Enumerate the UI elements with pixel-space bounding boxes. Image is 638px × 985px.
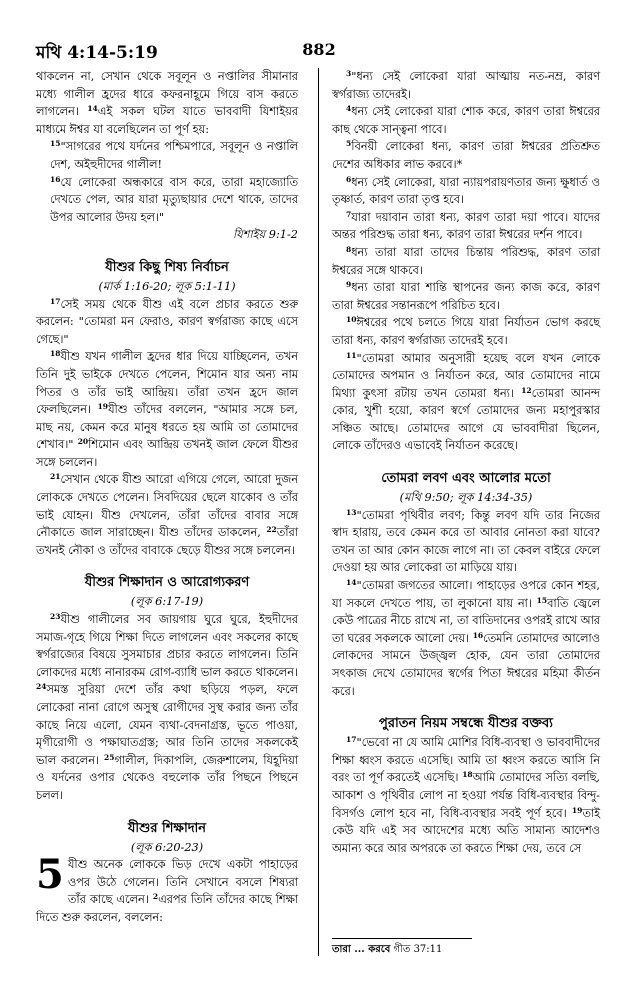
verse-text: এই সকল ঘটল যাতে ভাববাদী যিশাইয়র মাধ্যমে ঈশ্বর যা বলেছিলেন তা পূর্ণ হয়: xyxy=(36,105,299,136)
verse-number: 14 xyxy=(346,578,357,588)
footnote xyxy=(332,942,442,959)
verse-text: তাঁরা তখনই নৌকা ও তাঁদের বাবাকে ছেড়ে যীশুর সঙ্গে চললেন। xyxy=(36,526,298,557)
verse-text: "সাগরের পথে যর্দনের পশ্চিমপারে, সবূলূন ও নপ্তালি দেশ, অইহুদীদের গালীল! xyxy=(50,140,298,171)
verse-text: যারা দয়াবান তারা ধন্য, কারণ তারা দয়া পাবে। যাদের অন্তর পরিশুদ্ধ তারা ধন্য, কারণ তারা ঈশ্বরের দর্শন পাবে। xyxy=(332,210,600,242)
paragraph xyxy=(36,348,298,471)
chapter-number-dropcap: 5 xyxy=(36,851,64,899)
verse-text: ঈশ্বরের পথে চলতে গিয়ে যারা নির্যাতন ভোগ করছে তারা ধন্য, কারণ স্বর্গরাজ্য তাদেরই হবে। xyxy=(332,316,600,347)
verse-text: যে লোকেরা অন্ধকারে বাস করে, তারা মহাজ্যোতি দেখতে পেল, আর যারা মৃত্যুছায়ার দেশে থাকে, তাদের উপর আলোর উদয় হল।" xyxy=(50,175,298,224)
right-column xyxy=(332,68,600,857)
verse-text: থাকলেন না, সেখান থেকে সবূলূন ও নপ্তালির সীমানার মধ্যে গালীল হ্রদের ধারে কফরনাহূমে গিয়ে বাস করতে লাগলেন। xyxy=(36,70,298,119)
verse-text: যীশু গালীলের সব জায়গায় ঘুরে ঘুরে, ইহুদীদের সমাজ-গৃহে গিয়ে শিক্ষা দিতে লাগলেন এবং সকলের কাছে স্বর্গরাজ্যের বিষয়ে সুসমাচার প্রচার করতে লাগলেন। তিনি লোকদের মধ্যে নানারকম রোগ-ব্যাধি ভাল করতে থাকলেন। xyxy=(36,613,298,679)
verse-number: 22 xyxy=(266,525,277,535)
verse-text: তোমরা আনন্দ কোর, খুশী হয়ো, কারণ স্বর্গে তোমাদের জন্য মহাপুরস্কার সঞ্চিত আছে। তোমাদের আগে যে ভাববাদীরা ছিলেন, লোকে তাঁদেরও এভাবেই নির্যাতন করেছে। xyxy=(332,386,600,453)
cross-reference: (লূক 6:20-23) xyxy=(130,840,204,854)
verse xyxy=(332,103,600,138)
verse-number: 2 xyxy=(152,892,159,902)
verse-text: সেই সময় থেকে যীশু এই বলে প্রচার করতে শুরু করলেন: "তোমরা মন ফেরাও, কারণ স্বর্গরাজ্য কাছে এসে গেছে।" xyxy=(36,297,298,346)
verse-text: ধন্য তারা যারা তাদের চিন্তায় পরিশুদ্ধ, কারণ তারা ঈশ্বরের সঙ্গে থাকবে। xyxy=(332,245,600,277)
verse-text: "ধন্য সেই লোকেরা যারা আত্মায় নত-নম্র, কারণ স্বর্গরাজ্য তাদেরই। xyxy=(332,70,600,101)
section-heading: যীশুর কিছু শিষ্য নির্বাচন xyxy=(105,259,229,275)
verse-number: 21 xyxy=(50,472,61,482)
verse-text: তেমনি তোমাদের আলোও লোকদের সামনে উজ্জ্বল হোক, যেন তারা তোমাদের সৎকাজ দেখে তোমাদের স্বর্গের পিতা ঈশ্বরের মহিমা কীর্তন করে। xyxy=(332,631,600,698)
cross-reference: (লূক 6:17-19) xyxy=(130,595,204,609)
footnote-rule xyxy=(332,938,472,939)
verse-text: তাই কেউ যদি এই সব আদেশের মধ্যে অতি সামান্য আদেশও অমান্য করে আর অপরকে তা করতে শিক্ষা দেয়, তবে সে xyxy=(332,806,600,855)
verse-text: "তোমরা পৃথিবীর লবণ; কিন্তু লবণ যদি তার নিজের স্বাদ হারায়, তবে কেমন করে তা আবার নোনতা করা যাবে? তখন তা আর কোন কাজে লাগে না। তা কেবল বাইরে ফেলে দেওয়া হয় আর লোকেরা তা মাড়িয়ে যায়। xyxy=(332,508,600,575)
verse xyxy=(332,314,600,349)
paragraph xyxy=(332,577,600,700)
quotation xyxy=(36,138,298,173)
footnote-key: তারা ... করবে xyxy=(332,944,391,955)
book-chapter-reference: মথি 4:14-5:19 xyxy=(36,43,158,63)
verse-number: 13 xyxy=(346,507,357,517)
verse-number: 4 xyxy=(346,104,352,114)
verse-number: 17 xyxy=(346,735,357,745)
verse-text: আমি তোমাদের সত্যি বলছি, আকাশ ও পৃথিবীর লোপ না হওয়া পর্যন্ত বিধি-ব্যবস্থার বিন্দু-বিসর্গও লোপ হবে না, বিধি-ব্যবস্থার সবই পূর্ণ হবে। xyxy=(332,771,601,820)
verse-text: যীশু যখন গালীল হ্রদের ধার দিয়ে যাচ্ছিলেন, তখন তিনি দুই ভাইকে দেখতে পেলেন, শিমোন যার অন্য নাম পিতর ও তাঁর ভাই আন্দ্রিয়। তাঁরা তখন হ্রদে জাল ফেলছিলেন। xyxy=(36,350,298,417)
footnote-reference: গীত 37:11 xyxy=(390,944,443,955)
verse-text: বাতি জ্বেলে কেউ পাত্রের নীচে রাখে না, তা বাতিদানের ওপরই রাখে আর তা ঘরের সকলকে আলো দেয়। xyxy=(332,596,600,645)
verse xyxy=(332,244,600,279)
verse-text: গালীল, দিকাপলি, জেরুশালেম, যিহূদিয়া ও যর্দনের ওপার থেকেও বহুলোক তাঁর পিছনে পিছনে চলল। xyxy=(36,753,299,802)
section-heading: যীশুর শিক্ষাদান ও আরোগ্যকরণ xyxy=(84,575,250,591)
verse-number: 16 xyxy=(50,174,61,184)
verse-number: 9 xyxy=(346,280,352,290)
paragraph xyxy=(36,611,298,805)
cross-reference: (মার্ক 1:16-20; লূক 5:1-11) xyxy=(98,279,236,293)
verse-number: 8 xyxy=(346,244,352,254)
section-heading: তোমরা লবণ এবং আলোর মতো xyxy=(381,471,551,487)
verse-text: যীশু অনেক লোককে ভিড় দেখে একটা পাহাড়ের ওপর উঠে গেলেন। তিনি সেখানে বসলে শিষ্যরা তাঁর কাছে এলেন। xyxy=(67,858,298,907)
verse-number: 23 xyxy=(50,612,61,622)
paragraph xyxy=(332,507,600,577)
verse-text: ধন্য সেই লোকেরা, যারা ন্যায়পরায়ণতার জন্য ক্ষুধার্ত ও তৃষ্ণার্ত, কারণ তারা তৃপ্ত হবে। xyxy=(332,175,600,207)
cross-reference: (মথি 9:50; লূক 14:34-35) xyxy=(399,491,533,505)
verse-number: 15 xyxy=(50,139,61,149)
verse-text: বিনয়ী লোকেরা ধন্য, কারণ তারা ঈশ্বরের প্রতিশ্রুত দেশের অধিকার লাভ করবে।* xyxy=(332,140,600,171)
paragraph xyxy=(36,296,298,349)
paragraph xyxy=(332,734,600,857)
verse xyxy=(332,138,600,173)
verse-text: যীশু তাঁদের বললেন, "আমার সঙ্গে চল, মাছ নয়, কেমন করে মানুষ ধরতে হয় আমি তা তোমাদের শেখাব।" xyxy=(36,403,299,452)
quotation xyxy=(36,174,298,227)
verse-number: 7 xyxy=(346,209,352,219)
verse-number: 15 xyxy=(536,595,548,605)
section-heading: যীশুর শিক্ষাদান xyxy=(127,820,207,836)
verse-number: 18 xyxy=(462,770,473,780)
verse-text: সেখান থেকে যীশু আরো এগিয়ে গেলে, আরো দুজন লোককে দেখতে পেলেন। সিবদিয়ের ছেলে যাকোব ও তাঁর ভাই যোহন। যীশু দেখলেন, তাঁরা তাঁদের বাবার সঙ্গে নৌকাতে জাল সারাচ্ছেন। যীশু তাঁদের ডাকলেন, xyxy=(36,473,298,540)
verse-text: "ভেবো না যে আমি মোশির বিধি-ব্যবস্থা ও ভাববাদীদের শিক্ষা ধ্বংস করতে এসেছি। আমি তা ধ্বংস করতে আসি নি বরং তা পূর্ণ করতেই এসেছি। xyxy=(332,736,600,785)
verse xyxy=(332,174,600,209)
verse-number: 20 xyxy=(77,437,89,447)
verse-text: "তোমরা আমার অনুসারী হয়েছ বলে যখন লোকে তোমাদের অপমান ও নির্যাতন করে, আর তোমাদের নামে মিথ্যা কুৎসা রটায় তখন তোমরা ধন্য। xyxy=(332,351,600,400)
left-column xyxy=(36,68,298,927)
verse-number: 6 xyxy=(346,174,352,184)
verse xyxy=(332,279,600,314)
paragraph xyxy=(36,851,298,926)
verse-number: 3 xyxy=(346,69,352,78)
column-divider xyxy=(318,68,319,956)
paragraph xyxy=(332,350,600,456)
page-number: 882 xyxy=(302,40,336,59)
verse-number: 24 xyxy=(36,682,47,692)
verse-text: "তোমরা জগতের আলো। পাহাড়ের ওপরে কোন শহর, যা সকলে দেখতে পায়, তা লুকানো যায় না। xyxy=(332,579,600,610)
verse xyxy=(332,209,600,244)
paragraph xyxy=(36,471,298,559)
verse xyxy=(332,68,600,103)
verse-number: 25 xyxy=(104,752,115,762)
section-heading: পুরাতন নিয়ম সম্বন্ধে যীশুর বক্তব্য xyxy=(379,716,553,732)
verse-text: ধন্য সেই লোকেরা যারা শোক করে, কারণ তারা ঈশ্বরের কাছ থেকে সান্ত্বনা পাবে। xyxy=(332,105,600,136)
verse-number: 12 xyxy=(521,385,532,395)
verse-text: ধন্য তারা যারা শান্তি স্থাপনের জন্য কাজ করে, কারণ তারা ঈশ্বরের সন্তানরূপে পরিচিত হবে। xyxy=(332,281,600,312)
quote-source: যিশাইয় 9:1-2 xyxy=(232,228,298,242)
verse-number: 17 xyxy=(50,296,61,306)
verse-number: 19 xyxy=(97,402,108,412)
verse-text: এরপর তিনি তাঁদের কাছে শিক্ষা দিতে শুরু করলেন, বললেন: xyxy=(36,893,298,924)
verse-text: সমস্ত সুরিয়া দেশে তাঁর কথা ছড়িয়ে পড়ল, ফলে লোকেরা নানা রোগে অসুস্থ রোগীদের সুস্থ করার জন্য তাঁর কাছে নিয়ে এলো, যেমন ব্যথা-বেদনাগ্রস্ত, ভূতে পাওয়া, মৃগীরোগী ও পক্ষাঘাতগ্রস্ত; আর তিনি তাদের সকলকেই ভাল করলেন। xyxy=(36,683,298,767)
verse-number: 18 xyxy=(50,349,61,359)
page-header xyxy=(36,40,602,64)
verse-text: শিমোন এবং আন্দ্রিয় তখনই জাল ফেলে যীশুর সঙ্গে চললেন। xyxy=(36,438,299,469)
verse-number: 10 xyxy=(346,315,357,325)
verse-number: 5 xyxy=(346,139,352,149)
verse-number: 19 xyxy=(571,805,583,815)
paragraph xyxy=(36,68,298,138)
verse-number: 14 xyxy=(87,104,98,114)
verse-number: 16 xyxy=(472,630,484,640)
verse-number: 11 xyxy=(346,350,357,360)
